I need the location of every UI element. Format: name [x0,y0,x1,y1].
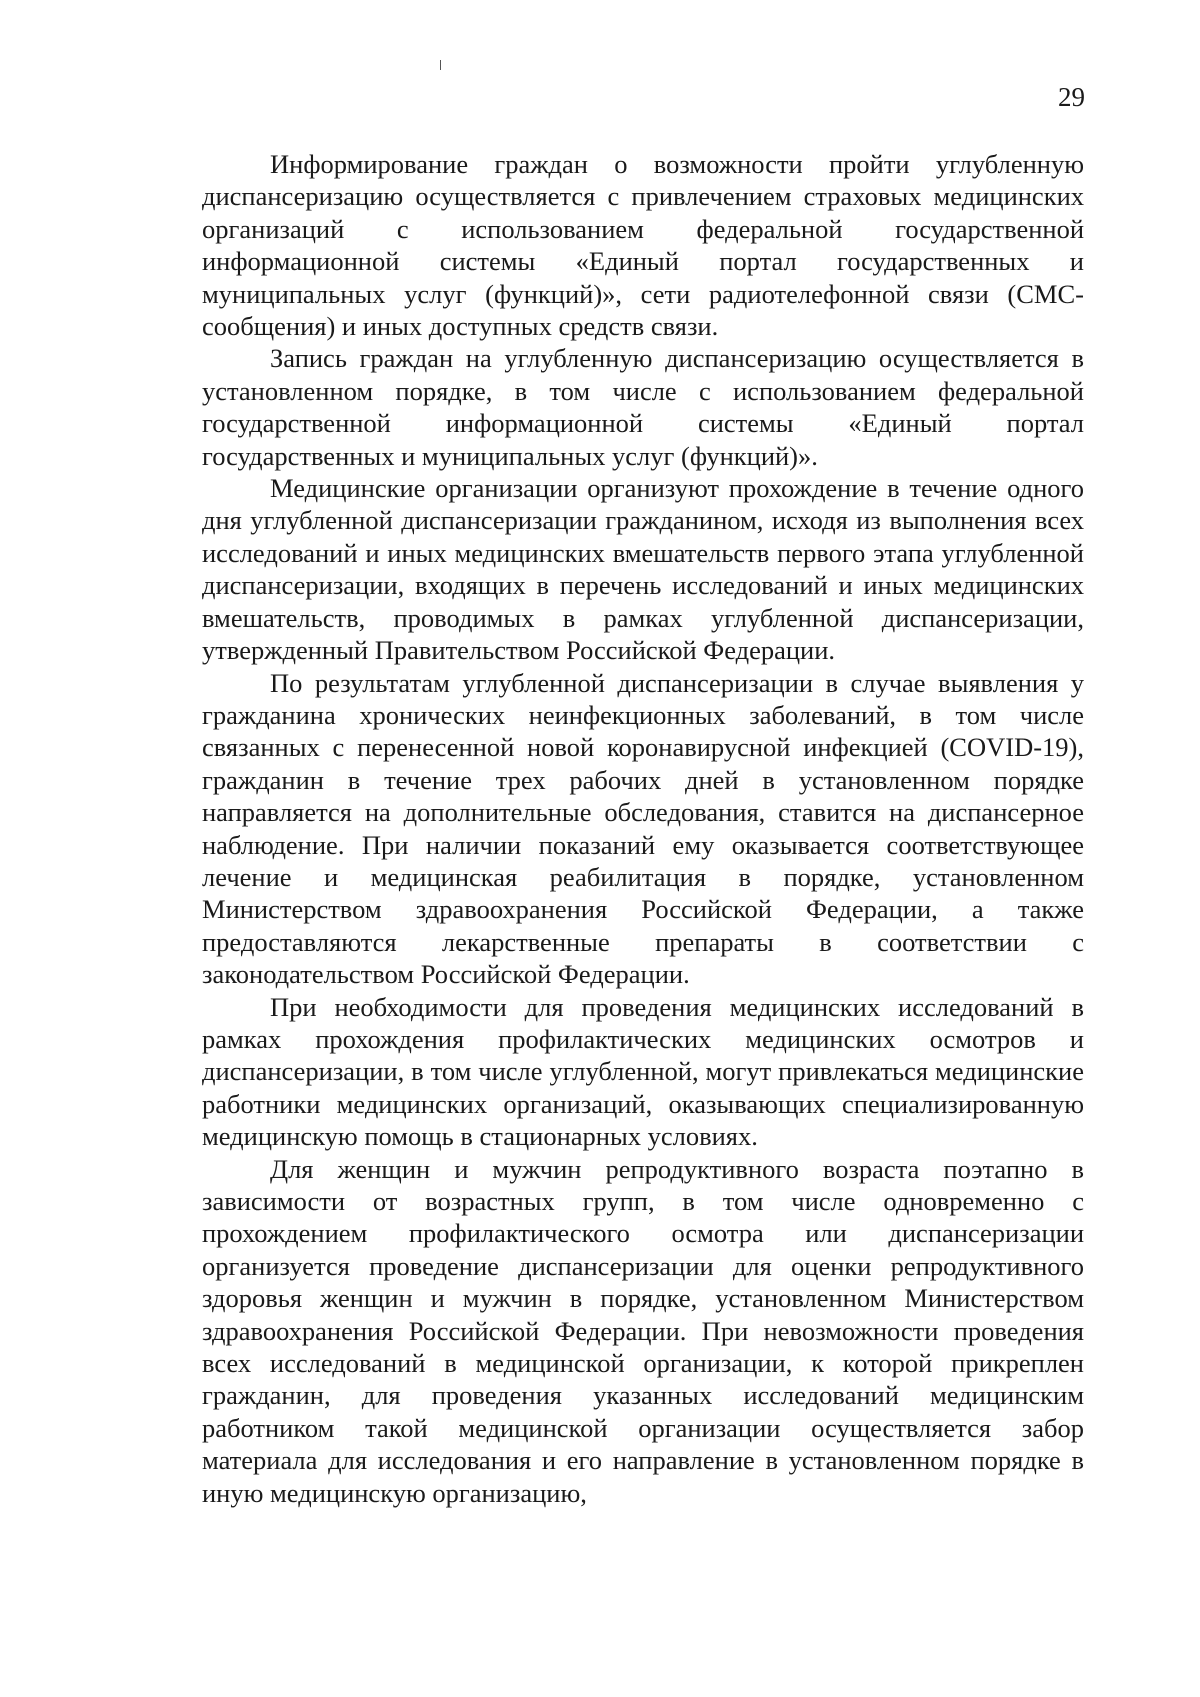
paragraph-informing-citizens: Информирование граждан о возможности пройти углубленную диспансеризацию осуществляется с привлечением страховых медицинских организаций с использованием федеральной государственной информационной системы «Единый портал государственных и муниципальных услуг (функций)», сети радиотелефонной связи (СМС-сообщения) и иных доступных средств связи. [202,149,1084,342]
paragraph-registration: Запись граждан на углубленную диспансеризацию осуществляется в установленном порядке, в том числе с использованием федеральной государственной информационной системы «Единый портал государственных и муниципальных услуг (функций)». [202,343,1084,471]
paragraph-results: По результатам углубленной диспансеризации в случае выявления у гражданина хронических неинфекционных заболеваний, в том числе связанных с перенесенной новой коронавирусной инфекцией (COVID-19), гражданин в течение трех рабочих дней в установленном порядке направляется на дополнительные обследования, ставится на диспансерное наблюдение. При наличии показаний ему оказывается соответствующее лечение и медицинская реабилитация в порядке, установленном Министерством здравоохранения Российской Федерации, а также предоставляются лекарственные препараты в соответствии с законодательством Российской Федерации. [202,667,1084,990]
page-number: 29 [1058,82,1085,112]
paragraph-medical-workers: При необходимости для проведения медицинских исследований в рамках прохождения профилактических медицинских осмотров и диспансеризации, в том числе углубленной, могут привлекаться медицинские работники медицинских организаций, оказывающих специализированную медицинскую помощь в стационарных условиях. [202,991,1084,1152]
paragraph-reproductive-health: Для женщин и мужчин репродуктивного возраста поэтапно в зависимости от возрастных групп, в том числе одновременно с прохождением профилактического осмотра или диспансеризации организуется проведение диспансеризации для оценки репродуктивного здоровья женщин и мужчин в порядке, установленном Министерством здравоохранения Российской Федерации. При невозможности проведения всех исследований в медицинской организации, к которой прикреплен гражданин, для проведения указанных исследований медицинским работником такой медицинской организации осуществляется забор материала для исследования и его направление в установленном порядке в иную медицинскую организацию, [202,1153,1084,1508]
scan-mark [440,60,441,70]
document-body [202,148,1084,1509]
paragraph-medical-organizations: Медицинские организации организуют прохождение в течение одного дня углубленной диспансеризации гражданином, исходя из выполнения всех исследований и иных медицинских вмешательств первого этапа углубленной диспансеризации, входящих в перечень исследований и иных медицинских вмешательств, проводимых в рамках углубленной диспансеризации, утвержденный Правительством Российской Федерации. [202,473,1084,666]
